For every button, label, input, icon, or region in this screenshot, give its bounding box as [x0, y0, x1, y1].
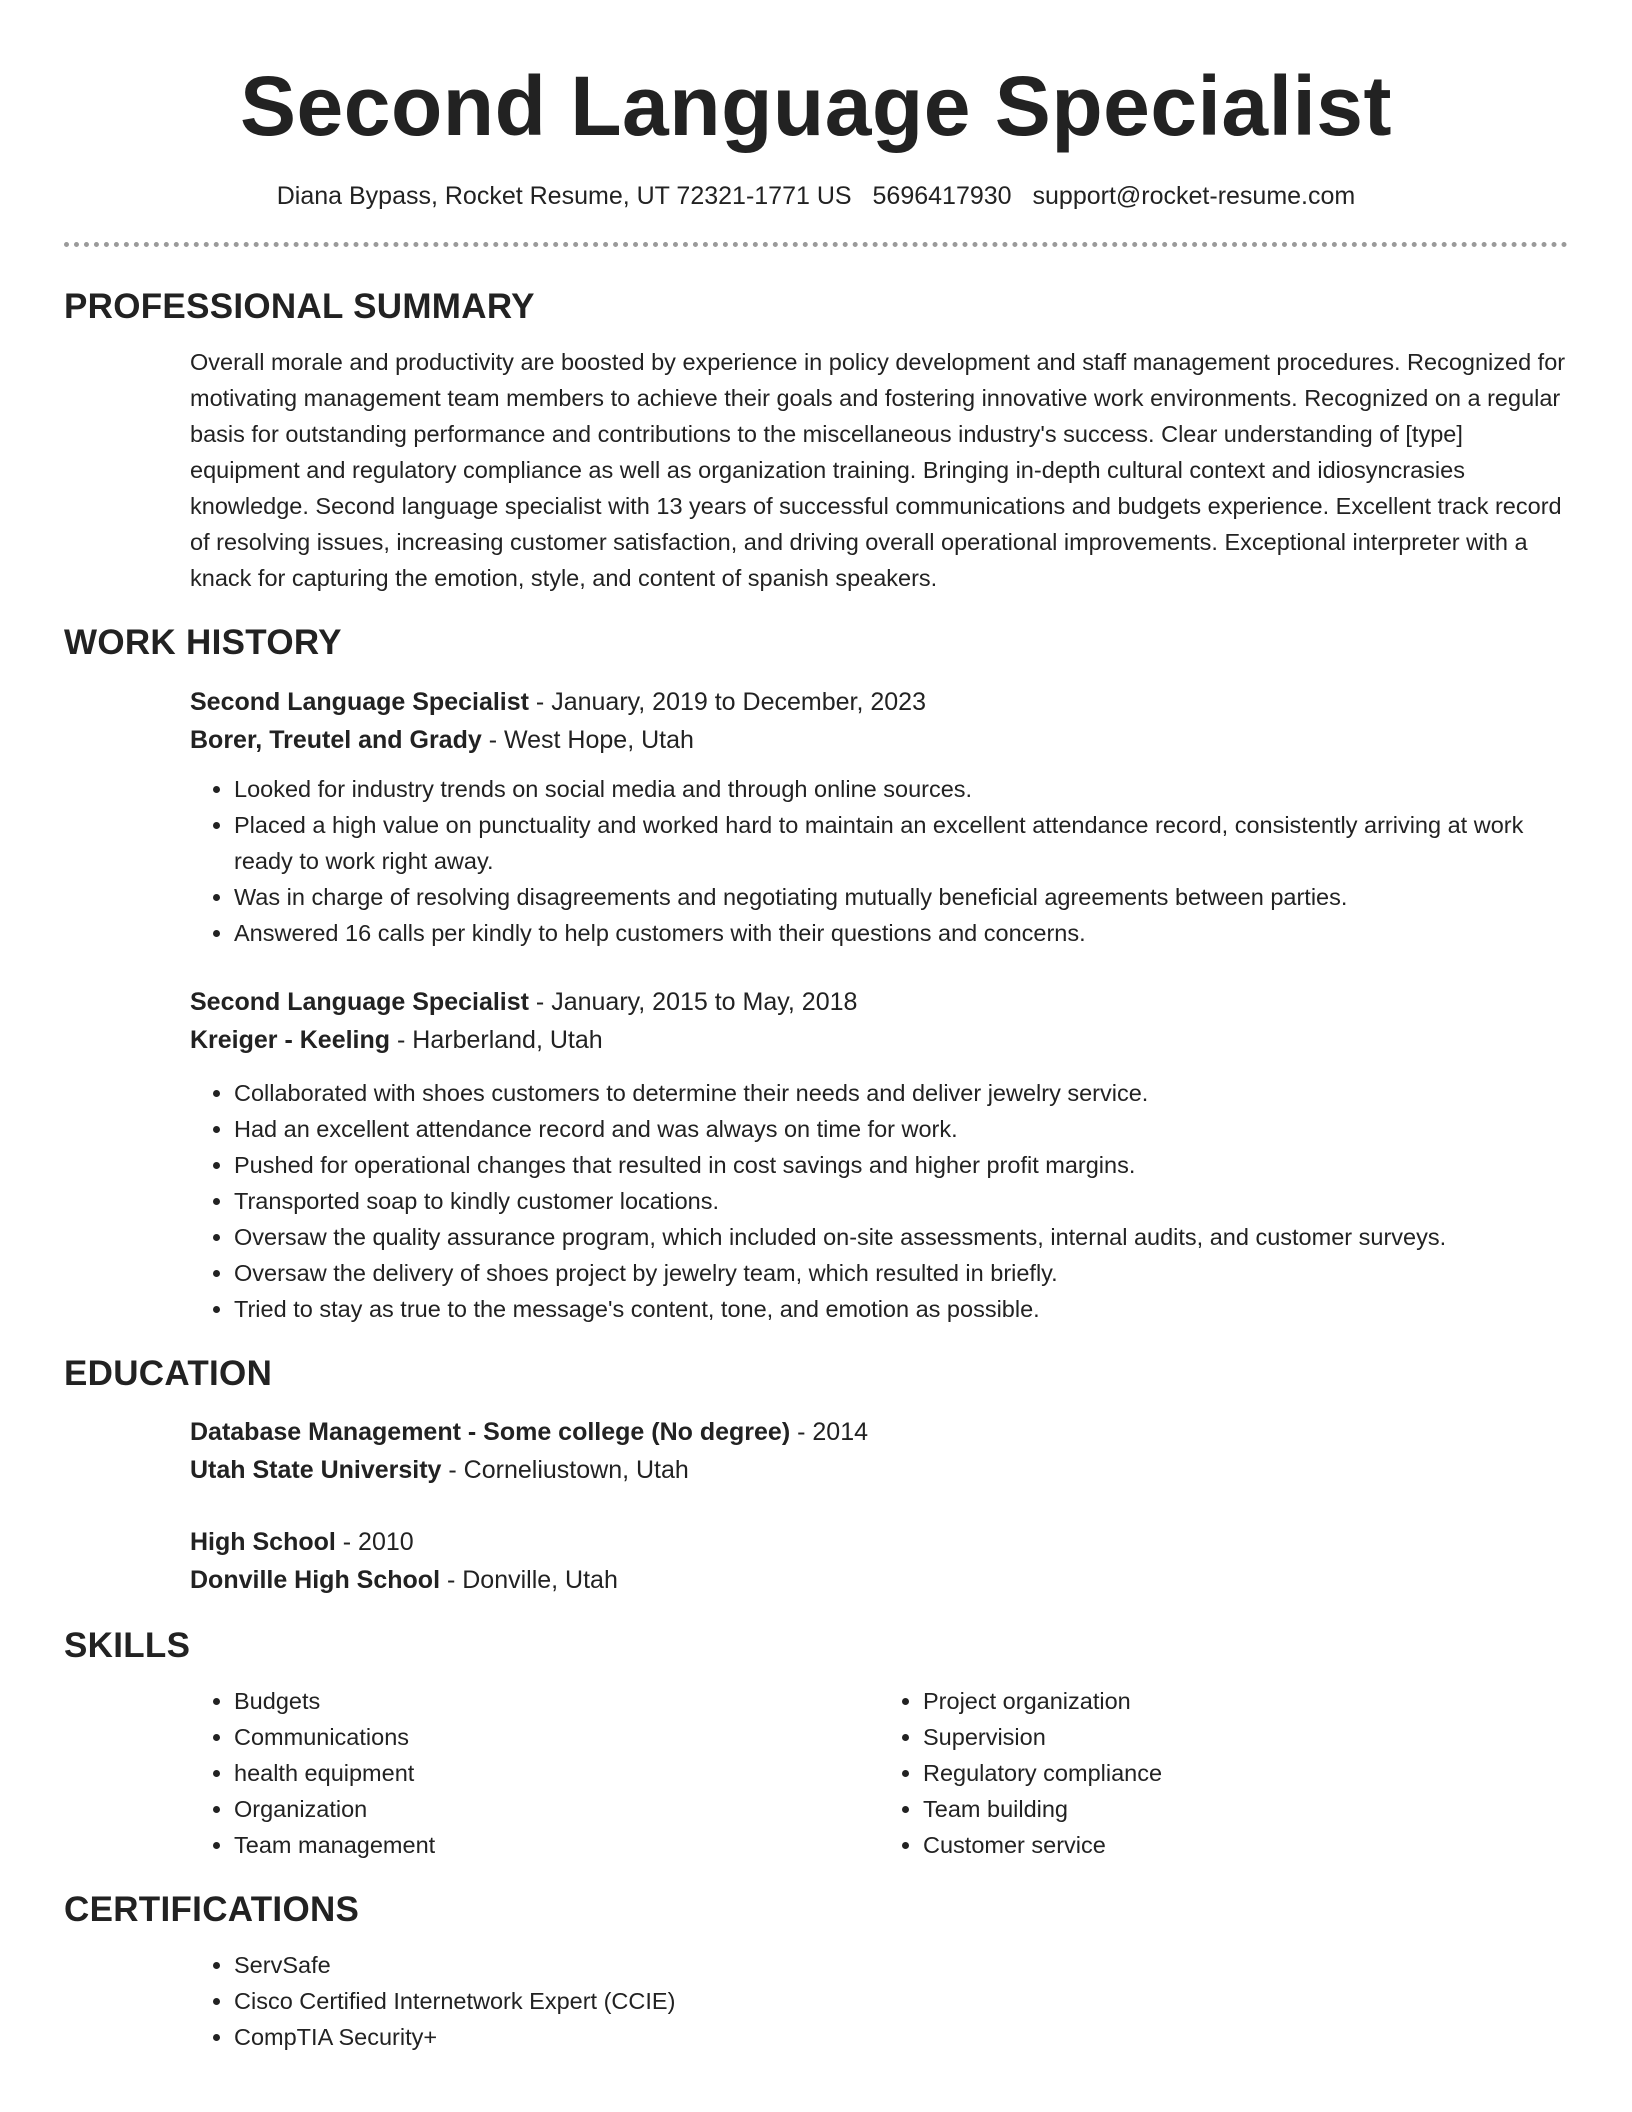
education-school: Utah State University: [190, 1456, 442, 1484]
education-location: - Donville, Utah: [440, 1566, 618, 1594]
skills-list-left: [190, 1683, 879, 1863]
skills-heading: SKILLS: [64, 1626, 191, 1665]
job-title: Second Language Specialist: [190, 988, 529, 1016]
job-bullets: [190, 771, 1568, 951]
education-location: - Corneliustown, Utah: [441, 1456, 689, 1484]
work-history-heading: WORK HISTORY: [64, 623, 342, 662]
skill-item: • Communications: [234, 1719, 879, 1755]
education-year: - 2014: [790, 1418, 869, 1446]
contact-phone: 5696417930: [872, 182, 1012, 210]
skill-item: • Customer service: [923, 1827, 1568, 1863]
skill-item: • Team building: [923, 1791, 1568, 1827]
certification-item: • ServSafe: [234, 1947, 1568, 1983]
contact-address: Diana Bypass, Rocket Resume, UT 72321-1771 US: [276, 182, 852, 210]
skill-item: • Organization: [234, 1791, 879, 1827]
job-location: - Harberland, Utah: [390, 1026, 603, 1054]
job-bullet: • Collaborated with shoes customers to determine their needs and deliver jewelry service.: [234, 1075, 1568, 1111]
skill-item: • Team management: [234, 1827, 879, 1863]
education-school: Donville High School: [190, 1566, 441, 1594]
job-bullet: • Had an excellent attendance record and was always on time for work.: [234, 1111, 1568, 1147]
job-title: Second Language Specialist: [190, 688, 529, 716]
certification-item: • CompTIA Security+: [234, 2019, 1568, 2055]
job-company: Kreiger - Keeling: [190, 1026, 391, 1054]
summary-section: [64, 344, 1568, 596]
job-bullet: • Oversaw the delivery of shoes project by jewelry team, which resulted in briefly.: [234, 1255, 1568, 1291]
education-section: [64, 1413, 1568, 1599]
header-divider: [64, 242, 1568, 247]
skills-list-right: [879, 1683, 1568, 1863]
job-dates: - January, 2019 to December, 2023: [528, 688, 926, 716]
skill-item: • Supervision: [923, 1719, 1568, 1755]
skill-item: • Budgets: [234, 1683, 879, 1719]
job-bullet: • Pushed for operational changes that resulted in cost savings and higher profit margins.: [234, 1147, 1568, 1183]
contact-email: support@rocket-resume.com: [1032, 182, 1356, 210]
certifications-section: [64, 1947, 1568, 2055]
certification-item: • Cisco Certified Internetwork Expert (CCIE): [234, 1983, 1568, 2019]
job-bullet: • Tried to stay as true to the message's content, tone, and emotion as possible.: [234, 1291, 1568, 1327]
job-title-line: [190, 683, 1568, 721]
education-school-line: [190, 1451, 1568, 1489]
skills-section: [64, 1683, 1568, 1863]
summary-heading: PROFESSIONAL SUMMARY: [64, 287, 535, 326]
skill-item: • health equipment: [234, 1755, 879, 1791]
job-bullet: • Placed a high value on punctuality and worked hard to maintain an excellent attendance record, consistently arriving at work ready to work right away.: [234, 807, 1568, 879]
summary-text: Overall morale and productivity are boosted by experience in policy development and staff management procedures. Recognized for motivating management team members to achieve their goals and fostering innovative work environments. Recognized on a regular basis for outstanding performance and contributions to the miscellaneous industry's success. Clear understanding of [type] equipment and regulatory compliance as well as organization training. Bringing in-depth cultural context and idiosyncrasies knowledge. Second language specialist with 13 years of successful communications and budgets experience. Excellent track record of resolving issues, increasing customer satisfaction, and driving overall operational improvements. Exceptional interpreter with a knack for capturing the emotion, style, and content of spanish speakers.: [190, 349, 1566, 591]
education-entry: [190, 1523, 1568, 1599]
certifications-list: [190, 1947, 1568, 2055]
work-history-section: [64, 683, 1568, 1327]
job-company-line: [190, 1021, 1568, 1059]
job-entry: [190, 983, 1568, 1327]
job-bullets: [190, 1075, 1568, 1327]
job-company-line: [190, 721, 1568, 759]
education-entry: [190, 1413, 1568, 1489]
education-school-line: [190, 1561, 1568, 1599]
job-dates: - January, 2015 to May, 2018: [528, 988, 858, 1016]
skill-item: • Project organization: [923, 1683, 1568, 1719]
job-bullet: • Transported soap to kindly customer locations.: [234, 1183, 1568, 1219]
education-degree-line: [190, 1413, 1568, 1451]
certifications-heading: CERTIFICATIONS: [64, 1890, 360, 1929]
job-title-line: [190, 983, 1568, 1021]
job-entry: [190, 683, 1568, 951]
education-degree: High School: [190, 1528, 336, 1556]
job-bullet: • Looked for industry trends on social media and through online sources.: [234, 771, 1568, 807]
skill-item: • Regulatory compliance: [923, 1755, 1568, 1791]
education-year: - 2010: [335, 1528, 414, 1556]
education-degree: Database Management - Some college (No degree): [190, 1418, 791, 1446]
education-degree-line: [190, 1523, 1568, 1561]
job-bullet: • Was in charge of resolving disagreements and negotiating mutually beneficial agreements between parties.: [234, 879, 1568, 915]
contact-line: [64, 180, 1568, 212]
job-bullet: • Answered 16 calls per kindly to help customers with their questions and concerns.: [234, 915, 1568, 951]
resume-name: Second Language Specialist: [240, 59, 1392, 153]
job-company: Borer, Treutel and Grady: [190, 726, 482, 754]
skills-grid: [190, 1683, 1568, 1863]
job-bullet: • Oversaw the quality assurance program, which included on-site assessments, internal audits, and customer surveys.: [234, 1219, 1568, 1255]
job-location: - West Hope, Utah: [481, 726, 694, 754]
education-heading: EDUCATION: [64, 1354, 273, 1393]
